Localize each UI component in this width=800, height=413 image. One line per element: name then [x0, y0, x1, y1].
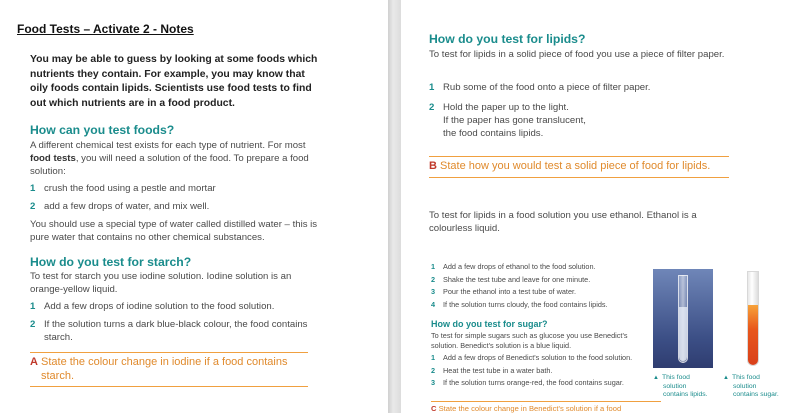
starch-steps — [30, 300, 320, 344]
step-text: Heat the test tube in a water bath. — [443, 365, 553, 375]
step-text: crush the food using a pestle and mortar — [44, 183, 216, 194]
orange-red-solution — [748, 305, 758, 365]
step-number: 2 — [429, 102, 435, 113]
book-gutter — [388, 0, 401, 413]
step-number: 1 — [431, 262, 436, 271]
question-b — [429, 156, 729, 178]
step-text: Pour the ethanol into a test tube of water. — [443, 287, 577, 296]
step-line-3: the food contains lipids. — [443, 128, 544, 139]
caption-line: solution — [663, 382, 687, 390]
right-page — [401, 0, 800, 413]
lipids-paragraph: To test for lipids in a solid piece of food you use a piece of filter paper. — [429, 49, 725, 60]
test-foods-text-b: , you will need a solution of the food. To prepare a food solution: — [30, 153, 309, 177]
sugar-test-photo — [723, 269, 783, 368]
intro-paragraph: You may be able to guess by looking at some foods which nutrients they contain. For example, you may know that oily foods contain lipids. Scientists use food tests to find out which nutrients are in a food product. — [30, 54, 318, 109]
lipids-test-photo — [653, 269, 713, 368]
list-item — [431, 274, 651, 287]
lipids-steps — [429, 81, 729, 140]
list-item — [429, 81, 729, 94]
step-number: 4 — [431, 299, 436, 309]
question-text: State how you would test a solid piece of food for lipids. — [440, 160, 711, 172]
step-number: 1 — [30, 301, 36, 312]
list-item — [431, 299, 651, 312]
test-foods-text-a: A different chemical test exists for each type of nutrient. For most — [30, 140, 306, 151]
step-text: If the solution turns cloudy, the food contains lipids. — [443, 299, 608, 309]
caption-triangle-icon: ▲ — [723, 375, 729, 381]
question-a — [30, 352, 308, 387]
heading-how-can-you-test-foods: How can you test foods? — [30, 123, 175, 137]
list-item — [30, 182, 320, 195]
sugar-steps — [431, 352, 656, 390]
step-text: If the solution turns orange-red, the food contains sugar. — [443, 378, 624, 387]
question-letter: A — [30, 356, 38, 368]
list-item — [431, 261, 651, 274]
list-item — [30, 300, 320, 313]
step-text: Add a few drops of ethanol to the food solution. — [443, 262, 596, 271]
list-item — [30, 318, 320, 344]
sugar-paragraph: To test for simple sugars such as glucose you use Benedict's solution. Benedict's solution is a blue liquid. — [431, 331, 628, 350]
list-item — [30, 200, 320, 213]
step-number: 2 — [30, 201, 36, 212]
step-number: 1 — [431, 353, 436, 362]
heading-how-test-lipids: How do you test for lipids? — [429, 32, 586, 46]
question-text: State the colour change in iodine if a food contains starch. — [41, 356, 288, 382]
step-number: 3 — [431, 378, 436, 387]
caption-line: solution — [733, 382, 757, 390]
question-letter: B — [429, 160, 437, 172]
ethanol-paragraph: To test for lipids in a food solution you use ethanol. Ethanol is a colourless liquid. — [429, 210, 697, 234]
sugar-photo-caption — [723, 374, 783, 400]
list-item — [431, 352, 656, 365]
step-text: Add a few drops of Benedict's solution to the food solution. — [443, 353, 633, 362]
step-line-1: Hold the paper up to the light. — [443, 102, 569, 113]
food-tests-term: food tests — [30, 153, 76, 164]
step-number: 1 — [429, 82, 435, 93]
caption-triangle-icon: ▲ — [653, 375, 659, 381]
left-page — [0, 0, 388, 413]
list-item — [431, 286, 651, 299]
caption-line: contains sugar. — [733, 391, 779, 398]
caption-line: contains lipids. — [663, 391, 708, 398]
list-item — [431, 377, 656, 390]
caption-line: This food — [731, 374, 760, 381]
step-text: Rub some of the food onto a piece of filter paper. — [443, 82, 651, 93]
step-text: If the solution turns a dark blue-black colour, the food contains starch. — [44, 319, 308, 343]
prepare-steps — [30, 182, 320, 213]
question-text: State the colour change in Benedict's solution if a food — [438, 404, 622, 413]
heading-how-test-sugar: How do you test for sugar? — [431, 319, 548, 329]
test-foods-paragraph — [30, 139, 320, 178]
step-line-2: If the paper has gone translucent, — [443, 115, 586, 126]
step-number: 2 — [431, 274, 436, 284]
distilled-water-paragraph: You should use a special type of water called distilled water – this is pure water that contains no other chemical substances. — [30, 219, 318, 243]
step-number: 1 — [30, 183, 36, 194]
list-item — [429, 101, 729, 140]
step-number: 2 — [30, 319, 36, 330]
step-text: add a few drops of water, and mix well. — [44, 201, 210, 212]
document-title: Food Tests – Activate 2 - Notes — [17, 22, 194, 36]
heading-how-test-starch: How do you test for starch? — [30, 255, 192, 269]
starch-paragraph: To test for starch you use iodine solution. Iodine solution is an orange-yellow liquid. — [30, 271, 292, 295]
ethanol-steps — [431, 261, 651, 311]
step-number: 2 — [431, 365, 436, 375]
question-c — [431, 401, 661, 413]
cloudy-solution — [679, 307, 687, 361]
step-text: Add a few drops of iodine solution to the food solution. — [44, 301, 275, 312]
caption-line: This food — [661, 374, 690, 381]
lipids-photo-caption — [653, 374, 713, 400]
question-letter: C — [431, 404, 437, 413]
step-number: 3 — [431, 287, 436, 296]
step-text: Shake the test tube and leave for one minute. — [443, 274, 591, 284]
list-item — [431, 365, 656, 378]
